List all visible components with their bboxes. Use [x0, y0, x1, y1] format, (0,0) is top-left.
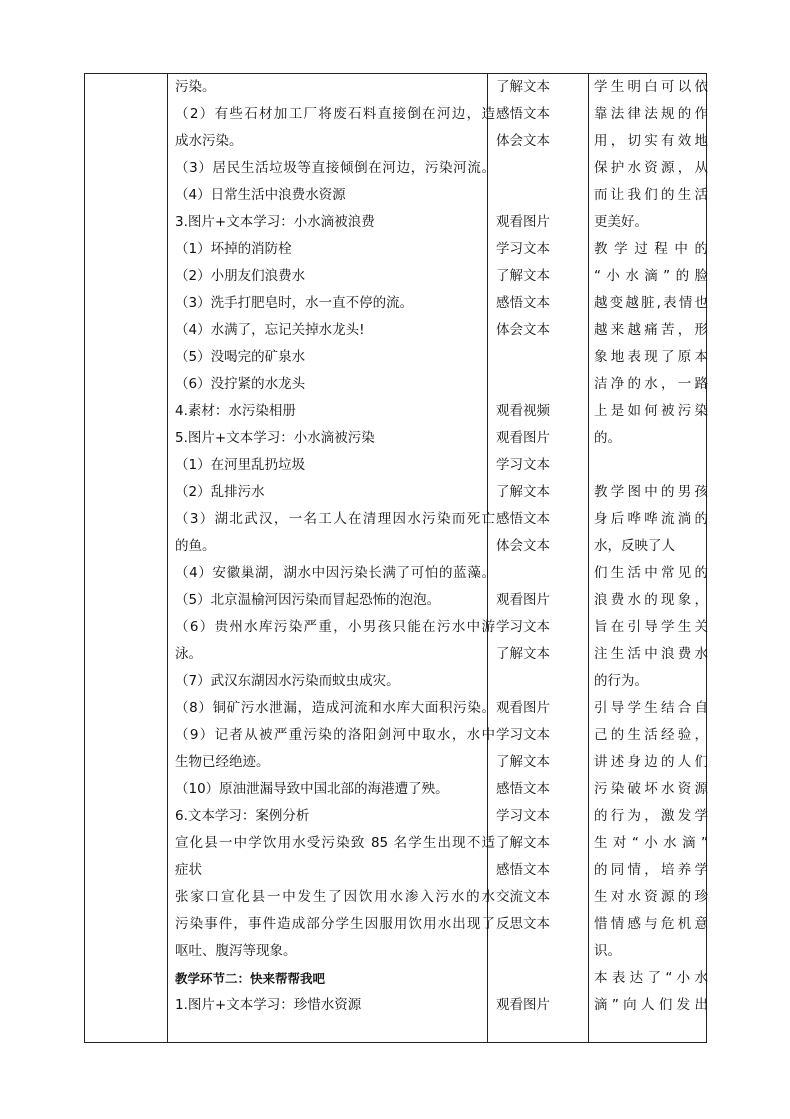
content-line: 6.文本学习：案例分析 — [175, 808, 310, 824]
intent-line: 惜情感与危机意 — [594, 916, 708, 932]
content-line: 教学环节二：快来帮帮我吧 — [175, 971, 326, 986]
intent-line: “小水滴”的脸 — [594, 268, 708, 284]
content-line: （4）水满了，忘记关掉水龙头! — [175, 322, 365, 338]
activity-label: 了解文本 — [496, 79, 550, 95]
content-line: 污染事件，事件造成部分学生因服用饮用水出现了 — [175, 916, 495, 932]
intent-line: 己的生活经验， — [594, 727, 708, 743]
activity-label: 观看图片 — [496, 214, 550, 230]
activity-label: 感悟文本 — [496, 511, 550, 527]
intent-line: 更美好。 — [594, 214, 648, 230]
activity-label: 观看图片 — [496, 592, 550, 608]
intent-line: 污染破坏水资源 — [594, 781, 708, 797]
content-line: （9）记者从被严重污染的洛阳剑河中取水，水中 — [175, 727, 495, 743]
content-line: 4.素材：水污染相册 — [175, 403, 296, 419]
activity-label: 体会文本 — [496, 133, 550, 149]
intent-line: 学生明白可以依 — [594, 79, 708, 95]
activity-label — [496, 965, 550, 992]
content-line: （4）日常生活中浪费水资源 — [175, 187, 346, 203]
intent-line: 水，反映了人 — [594, 538, 675, 554]
intent-line — [594, 452, 708, 479]
content-line: （1）坏掉的消防栓 — [175, 241, 292, 257]
activity-label: 观看视频 — [496, 403, 550, 419]
intent-line: 而让我们的生活 — [594, 187, 708, 203]
intent-line: 教学图中的男孩 — [594, 484, 708, 500]
intent-line: 本表达了“小水 — [594, 970, 708, 986]
activity-label: 交流文本 — [496, 889, 550, 905]
content-line: 宣化县一中学饮用水受污染致 85 名学生出现不适 — [175, 835, 495, 851]
content-line: 泳。 — [175, 646, 202, 662]
content-line: （6）没拧紧的水龙头 — [175, 376, 306, 392]
activity-label — [496, 938, 550, 965]
content-line: 3.图片+文本学习：小水滴被浪费 — [175, 214, 375, 230]
intent-line: 上是如何被污染 — [594, 403, 708, 419]
activity-label: 观看图片 — [496, 700, 550, 716]
content-line: （10）原油泄漏导致中国北部的海港遭了殃。 — [175, 781, 449, 797]
activity-label: 体会文本 — [496, 322, 550, 338]
content-line: 污染。 — [175, 79, 216, 95]
intent-line: 保护水资源，从 — [594, 160, 708, 176]
content-line: 呕吐、腹泻等现象。 — [175, 943, 297, 959]
activity-label: 了解文本 — [496, 754, 550, 770]
intent-line: 滴”向人们发出 — [594, 997, 708, 1013]
content-column — [175, 74, 495, 1019]
intent-line: 的行为，激发学 — [594, 808, 708, 824]
activity-label: 观看图片 — [496, 997, 550, 1013]
intent-line: 生对水资源的珍 — [594, 889, 708, 905]
activity-label: 感悟文本 — [496, 862, 550, 878]
intent-line: 用，切实有效地 — [594, 133, 708, 149]
content-line: （5）北京温榆河因污染而冒起恐怖的泡泡。 — [175, 592, 441, 608]
intent-line: 的同情，培养学 — [594, 862, 708, 878]
content-line: 的鱼。 — [175, 538, 216, 554]
intent-line: 浪费水的现象， — [594, 592, 708, 608]
activity-label — [496, 182, 550, 209]
content-line: （6）贵州水库污染严重，小男孩只能在污水中游 — [175, 619, 495, 635]
activity-label: 了解文本 — [496, 268, 550, 284]
activity-label — [496, 371, 550, 398]
intent-line: 生对“小水滴” — [594, 835, 708, 851]
intent-line: 注生活中浪费水 — [594, 646, 708, 662]
content-line: 症状 — [175, 862, 202, 878]
activity-label: 感悟文本 — [496, 106, 550, 122]
content-line: （3）湖北武汉，一名工人在清理因水污染而死亡 — [175, 511, 495, 527]
activity-label — [496, 344, 550, 371]
activity-label: 感悟文本 — [496, 781, 550, 797]
content-line: 生物已经绝迹。 — [175, 754, 270, 770]
content-line: （2）有些石材加工厂将废石料直接倒在河边，造 — [175, 106, 495, 122]
intent-line: 讲述身边的人们 — [594, 754, 708, 770]
content-line: （3）居民生活垃圾等直接倾倒在河边，污染河流。 — [175, 160, 495, 176]
activity-label: 感悟文本 — [496, 295, 550, 311]
intent-line: 身后哗哗流淌的 — [594, 511, 708, 527]
intent-column — [594, 74, 708, 1019]
activity-label: 学习文本 — [496, 619, 550, 635]
activity-label: 观看图片 — [496, 430, 550, 446]
activity-label: 了解文本 — [496, 484, 550, 500]
content-line: （5）没喝完的矿泉水 — [175, 349, 306, 365]
activity-column — [496, 74, 550, 1019]
intent-line: 识。 — [594, 943, 621, 959]
intent-line: 越来越痛苦，形 — [594, 322, 708, 338]
content-line: （8）铜矿污水泄漏，造成河流和水库大面积污染。 — [175, 700, 495, 716]
intent-line: 教学过程中的 — [594, 241, 708, 257]
content-line: （7）武汉东湖因水污染而蚊虫成灾。 — [175, 673, 400, 689]
column-divider — [588, 74, 589, 1042]
activity-label — [496, 155, 550, 182]
content-line: 张家口宣化县一中发生了因饮用水渗入污水的水 — [175, 889, 495, 905]
intent-line: 的行为。 — [594, 673, 648, 689]
intent-line: 旨在引导学生关 — [594, 619, 708, 635]
intent-line: 的。 — [594, 430, 621, 446]
content-line: （2）乱排污水 — [175, 484, 265, 500]
content-line: （3）洗手打肥皂时，水一直不停的流。 — [175, 295, 414, 311]
activity-label: 体会文本 — [496, 538, 550, 554]
activity-label: 了解文本 — [496, 646, 550, 662]
activity-label: 学习文本 — [496, 241, 550, 257]
activity-label: 反思文本 — [496, 916, 550, 932]
content-line: （1）在河里乱扔垃圾 — [175, 457, 306, 473]
content-line: 5.图片+文本学习：小水滴被污染 — [175, 430, 375, 446]
activity-label — [496, 668, 550, 695]
content-line: 成水污染。 — [175, 133, 243, 149]
content-line: （4）安徽巢湖，湖水中因污染长满了可怕的蓝藻。 — [175, 565, 495, 581]
intent-line: 象地表现了原本 — [594, 349, 708, 365]
activity-label: 学习文本 — [496, 808, 550, 824]
lesson-plan-table — [84, 73, 707, 1043]
column-divider — [167, 74, 168, 1042]
activity-label: 了解文本 — [496, 835, 550, 851]
activity-label: 学习文本 — [496, 727, 550, 743]
intent-line: 越变越脏,表情也 — [594, 295, 708, 311]
intent-line: 洁净的水，一路 — [594, 376, 708, 392]
activity-label — [496, 560, 550, 587]
intent-line: 靠法律法规的作 — [594, 106, 708, 122]
content-line: （2）小朋友们浪费水 — [175, 268, 306, 284]
content-line: 1.图片+文本学习：珍惜水资源 — [175, 997, 362, 1013]
activity-label: 学习文本 — [496, 457, 550, 473]
intent-line: 引导学生结合自 — [594, 700, 708, 716]
intent-line: 们生活中常见的 — [594, 565, 708, 581]
